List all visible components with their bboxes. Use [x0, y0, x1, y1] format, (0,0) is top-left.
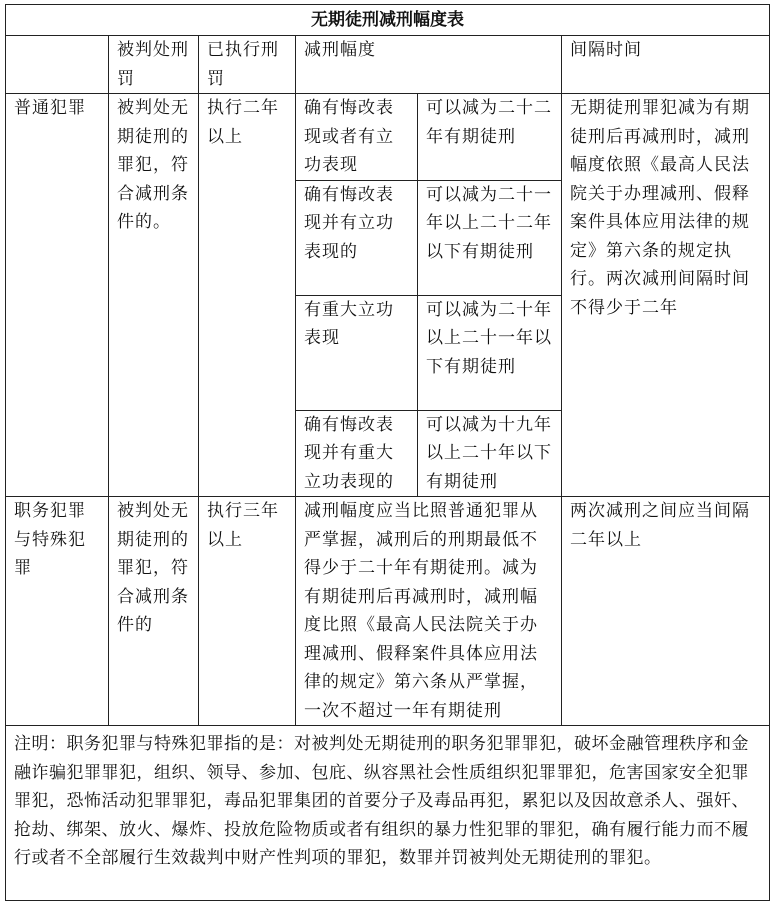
ordinary-reduction-2: 可以减为二十一年以上二十二年以下有期徒刑: [418, 180, 562, 295]
ordinary-reduction-4: 可以减为十九年以上二十年以下有期徒刑: [418, 410, 562, 497]
header-interval: 间隔时间: [562, 36, 770, 94]
special-category: 职务犯罪与特殊犯罪: [6, 497, 109, 726]
ordinary-reduction-1: 可以减为二十二年有期徒刑: [418, 94, 562, 181]
ordinary-reduction-3: 可以减为二十年以上二十一年以下有期徒刑: [418, 295, 562, 410]
ordinary-sentenced: 被判处无期徒刑的罪犯，符合减刑条件的。: [109, 94, 199, 497]
note: 注明：职务犯罪与特殊犯罪指的是：对被判处无期徒刑的职务犯罪罪犯，破坏金融管理秩序和金融诈骗犯罪罪犯，组织、领导、参加、包庇、纵容黑社会性质组织犯罪罪犯，危害国家安全犯罪罪犯，恐怖活动犯罪罪犯，毒品犯罪集团的首要分子及毒品再犯，累犯以及因故意杀人、强奸、抢劫、绑架、放火、爆炸、投放危险物质或者有组织的暴力性犯罪的罪犯，确有履行能力而不履行或者不全部履行生效裁判中财产性判项的罪犯，数罪并罚被判处无期徒刑的罪犯。: [6, 726, 770, 901]
ordinary-interval: 无期徒刑罪犯减为有期徒刑后再减刑时，减刑幅度依照《最高人民法院关于办理减刑、假释案件具体应用法律的规定》第六条的规定执行。两次减刑间隔时间不得少于二年: [562, 94, 770, 497]
ordinary-category: 普通犯罪: [6, 94, 109, 497]
special-sentenced: 被判处无期徒刑的罪犯，符合减刑条件的: [109, 497, 199, 726]
ordinary-condition-2: 确有悔改表现并有立功表现的: [296, 180, 418, 295]
special-interval: 两次减刑之间应当间隔二年以上: [562, 497, 770, 726]
header-range: 减刑幅度: [296, 36, 562, 94]
header-sentenced: 被判处刑罚: [109, 36, 199, 94]
special-served: 执行三年以上: [199, 497, 296, 726]
ordinary-condition-1: 确有悔改表现或者有立功表现: [296, 94, 418, 181]
header-category: [6, 36, 109, 94]
ordinary-condition-4: 确有悔改表现并有重大立功表现的: [296, 410, 418, 497]
ordinary-served: 执行二年以上: [199, 94, 296, 497]
header-served: 已执行刑罚: [199, 36, 296, 94]
table-title: 无期徒刑减刑幅度表: [6, 5, 770, 36]
ordinary-condition-3: 有重大立功表现: [296, 295, 418, 410]
special-range: 减刑幅度应当比照普通犯罪从严掌握，减刑后的刑期最低不得少于二十年有期徒刑。减为有期徒刑后再减刑时，减刑幅度比照《最高人民法院关于办理减刑、假释案件具体应用法律的规定》第六条从严掌握，一次不超过一年有期徒刑: [296, 497, 562, 726]
reduction-table: [5, 4, 770, 901]
